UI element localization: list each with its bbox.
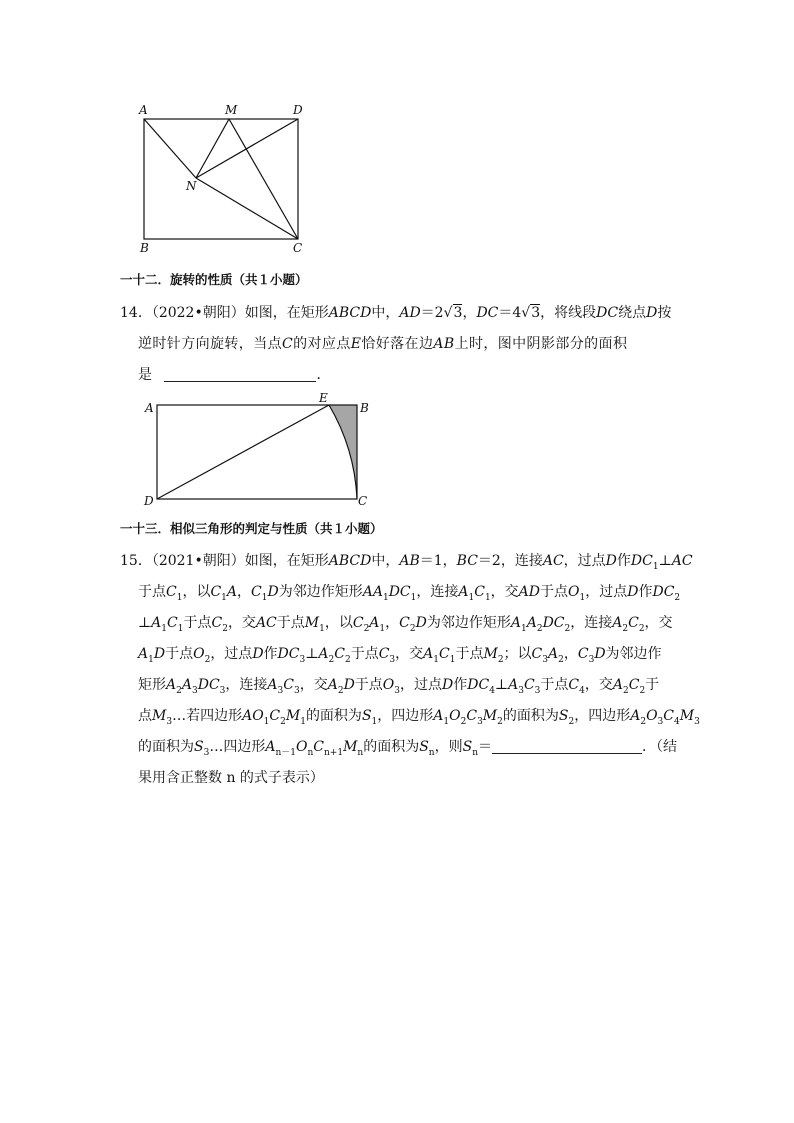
rect-abcd xyxy=(144,119,298,239)
q15-line7: 的面积为$S_3\dots$四边形$A_{n-1}O_nC_{n+1}M_n$的面积为$S_n$，则$S_n=$ ．（结 xyxy=(138,739,677,758)
q15-line6: 点$M_3\dots$若四边形$AO_1C_2M_1$的面积为$S_1$，四边形$A_1O_2C_3M_2$的面积为$S_2$，四边形$A_2O_3C_4M_3$ xyxy=(138,708,700,727)
label-d: D xyxy=(293,103,303,117)
label-a2: A xyxy=(145,401,154,415)
q14-line3: 是 ． xyxy=(138,367,331,383)
q15-line5: 矩形$A_2A_3DC_3$，连接$A_3C_3$，交$A_2D$于点$O_3$，过点D作$DC_4\perp A_3C_3$于点$C_4$，交$A_2C_2$于 xyxy=(138,677,660,696)
label-e: E xyxy=(319,392,328,405)
q15-line1: 15．（2021•朝阳）如图，在矩形ABCD中，AB＝1，BC＝2，连接AC，过点D作$DC_1\perp AC$ xyxy=(120,553,693,572)
label-n: N xyxy=(186,179,197,193)
shaded-region xyxy=(329,405,357,499)
q14-source: （2022•朝阳） xyxy=(151,305,245,321)
q14-line2: 逆时针方向旋转，当点C的对应点E恰好落在边AB上时，图中阴影部分的面积 xyxy=(138,336,628,352)
q15-number: 15． xyxy=(120,553,152,569)
label-m: M xyxy=(225,103,238,117)
q15-line4: $A_1D$于点$O_2$，过点D作$DC_3\perp A_2C_2$于点$C_3$，交$A_1C_1$于点$M_2$；以$C_3A_2$，$C_3D$为邻边作 xyxy=(138,646,662,665)
figure-rectangle-mn xyxy=(130,98,320,258)
q14-line1: 14．（2022•朝阳）如图，在矩形ABCD中，AD＝2√3，DC＝4√3，将线段DC绕点D按 xyxy=(120,305,672,321)
sqrt-icon: √ xyxy=(443,305,453,321)
q15-line2: 于点$C_1$，以$C_1A$，$C_1D$为邻边作矩形$AA_1DC_1$，连接$A_1C_1$，交AD于点$O_1$，过点D作$DC_2$ xyxy=(138,584,681,603)
segment-mc xyxy=(229,119,298,239)
rect-abcd-2 xyxy=(157,405,357,499)
segment-an xyxy=(144,119,196,178)
answer-blank-q14[interactable] xyxy=(164,367,316,382)
sqrt-icon: √ xyxy=(521,305,531,321)
section-12-title: 一十二．旋转的性质（共１小题） xyxy=(120,272,308,287)
segment-nc xyxy=(196,178,298,239)
q15-source: （2021•朝阳） xyxy=(151,553,245,569)
segment-de xyxy=(157,405,329,499)
label-b: B xyxy=(140,241,149,255)
q14-number: 14． xyxy=(120,305,152,321)
label-d2: D xyxy=(144,494,154,508)
label-a: A xyxy=(139,103,148,117)
section-13-title: 一十三．相似三角形的判定与性质（共１小题） xyxy=(120,521,383,536)
figure-rotation xyxy=(138,392,378,512)
q15-line8: 果用含正整数 n 的式子表示） xyxy=(138,770,324,786)
label-b2: B xyxy=(360,401,369,415)
answer-blank-q15[interactable] xyxy=(492,739,642,754)
q15-line3: $\perp A_1C_1$于点$C_2$，交AC于点$M_1$，以$C_2A_1$，$C_2D$为邻边作矩形$A_1A_2DC_2$，连接$A_2C_2$，交 xyxy=(138,615,673,634)
segment-mn xyxy=(196,119,229,178)
label-c: C xyxy=(293,241,303,255)
segment-nd xyxy=(196,119,298,178)
label-c2: C xyxy=(358,494,368,508)
